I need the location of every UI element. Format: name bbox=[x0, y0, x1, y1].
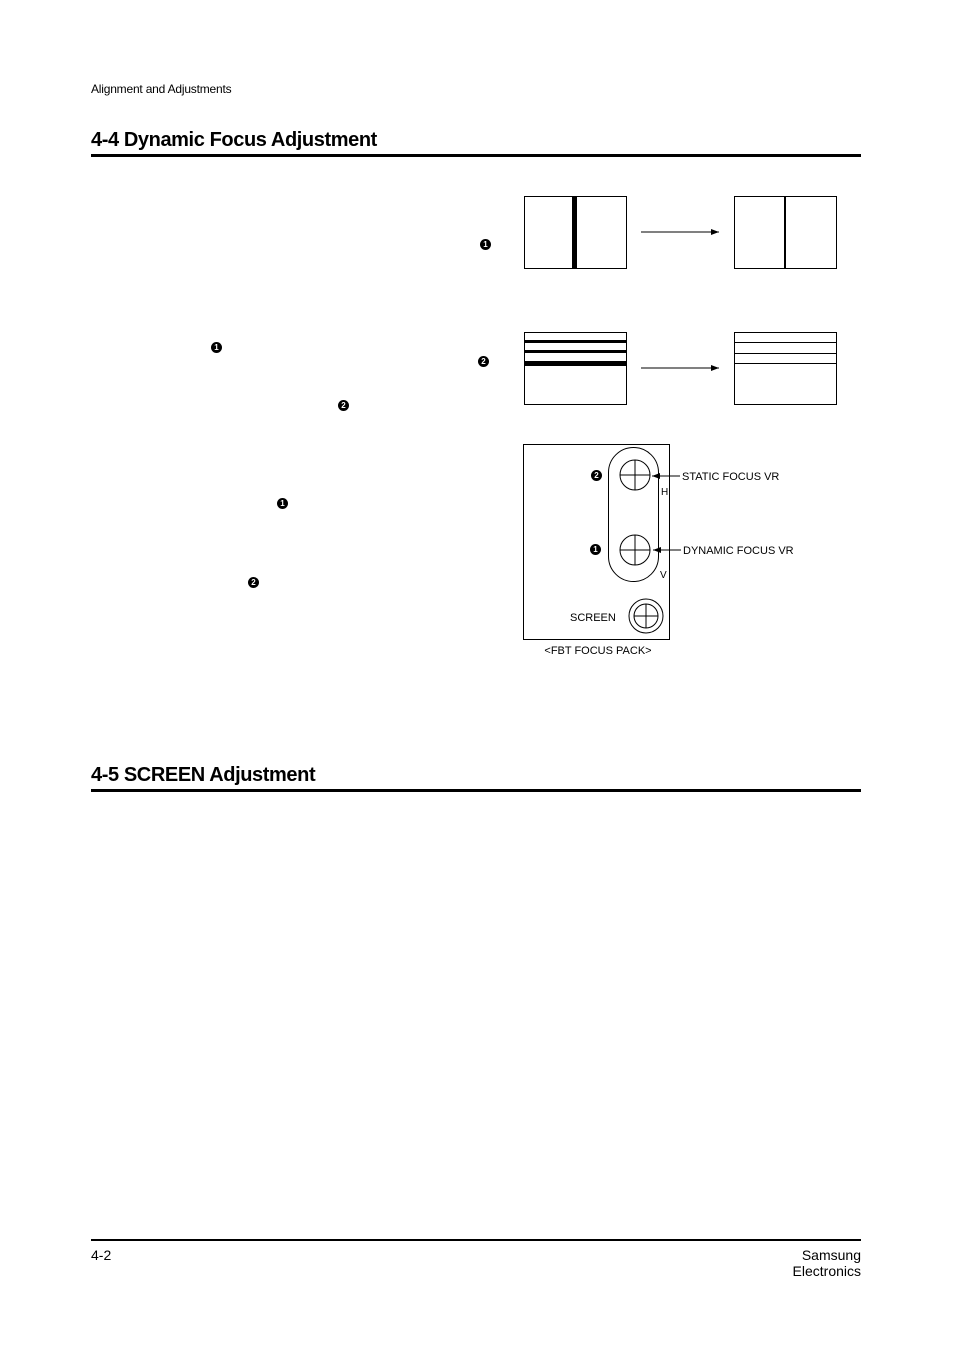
running-header: Alignment and Adjustments bbox=[91, 82, 232, 96]
section-title-dynamic-focus: 4-4 Dynamic Focus Adjustment bbox=[91, 128, 861, 157]
marker-one: 1 bbox=[277, 498, 288, 509]
page-number: 4-2 bbox=[91, 1247, 112, 1263]
screen-knob bbox=[629, 599, 663, 633]
h-label: H bbox=[661, 487, 669, 498]
static-focus-label: STATIC FOCUS VR bbox=[682, 471, 780, 483]
vertical-pattern-before bbox=[525, 196, 627, 269]
pack-marker-one: 1 bbox=[590, 544, 601, 555]
screen-label: SCREEN bbox=[570, 612, 616, 624]
dynamic-focus-knob bbox=[620, 535, 650, 565]
marker-two: 2 bbox=[338, 400, 349, 411]
footer-rule bbox=[91, 1239, 861, 1241]
marker-two: 2 bbox=[248, 577, 259, 588]
horizontal-pattern-before bbox=[524, 333, 627, 405]
pack-marker-two: 2 bbox=[591, 470, 602, 481]
figure-marker-two: 2 bbox=[478, 356, 489, 367]
fbt-focus-pack bbox=[524, 445, 682, 640]
v-label: V bbox=[660, 570, 667, 581]
static-focus-knob bbox=[620, 460, 650, 490]
dynamic-focus-label: DYNAMIC FOCUS VR bbox=[683, 545, 794, 557]
footer-company: Samsung Electronics bbox=[792, 1247, 861, 1279]
vertical-pattern-after bbox=[735, 196, 837, 269]
pack-caption: <FBT FOCUS PACK> bbox=[544, 645, 652, 657]
figure-marker-one: 1 bbox=[480, 239, 491, 250]
horizontal-pattern-after bbox=[734, 333, 837, 405]
marker-one: 1 bbox=[211, 342, 222, 353]
section-title-screen: 4-5 SCREEN Adjustment bbox=[91, 763, 861, 792]
